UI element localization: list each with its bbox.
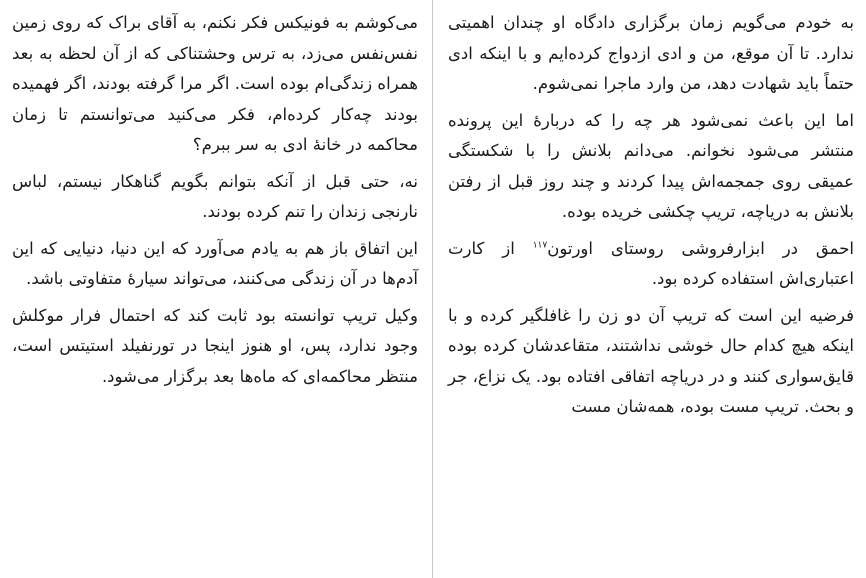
paragraph: این اتفاق باز هم به یادم می‌آورد که این دنیا، دنیایی که این آدم‌ها در آن زندگی می‌کنند، می‌تواند سیارهٔ متفاوتی باشد.: [12, 238, 418, 288]
right-page-column: [448, 8, 854, 429]
footnote-marker[interactable]: ۱۱۷: [532, 240, 548, 250]
paragraph: اما این باعث نمی‌شود هر چه را که دربارهٔ این پرونده منتشر می‌شود نخوانم. می‌دانم بلانش را با شکستگی عمیقی روی جمجمه‌اش پیدا کردند و چند روز قبل از رفتن بلانش به دریاچه، تریپ چکشی خریده بوده.: [448, 110, 854, 221]
paragraph-text: از کارت اعتباری‌اش استفاده کرده بود.: [448, 238, 854, 288]
paragraph: نه، حتی قبل از آنکه بتوانم بگویم گناهکار نیستم، لباس نارنجی زندان را تنم کرده بودند.: [12, 171, 418, 221]
paragraph: می‌کوشم به فونیکس فکر نکنم، به آقای براک که روی زمین نفس‌نفس می‌زد، به ترس وحشتناکی که از آن لحظه به بعد همراه زندگی‌ام بوده است. اگر مرا گرفته بودند، اگر فهمیده بودند چه‌کار کرده‌ام، فکر می‌کنید می‌توانستم تا زمان محاکمه در خانهٔ ادی به سر ببرم؟: [12, 13, 418, 154]
paragraph: فرضیه این است که تریپ آن دو زن را غافلگیر کرده و با اینکه هیچ کدام حال خوشی نداشتند، متقاعدشان کرده بوده قایق‌سواری کنند و در دریاچه اتفاقی افتاده بود. یک نزاع، جر و بحث. تریپ مست بوده، همه‌شان مست: [448, 305, 854, 416]
paragraph: به خودم می‌گویم زمان برگزاری دادگاه او چندان اهمیتی ندارد. تا آن موقع، من و ادی ازدواج کرده‌ایم و با اینکه ادی حتماً باید شهادت دهد، من وارد ماجرا نمی‌شوم.: [448, 13, 854, 93]
column-divider: [432, 0, 433, 578]
paragraph-text: احمق در ابزارفروشی روستای اورتون: [547, 238, 854, 258]
paragraph-with-footnote: [448, 234, 854, 295]
left-page-column: [12, 8, 418, 398]
paragraph: وکیل تریپ توانسته بود ثابت کند که احتمال فرار موکلش وجود ندارد، پس، او هنوز اینجا در تورنفیلد استیتس است، منتظر محاکمه‌ای که ماه‌ها بعد برگزار می‌شود.: [12, 305, 418, 386]
